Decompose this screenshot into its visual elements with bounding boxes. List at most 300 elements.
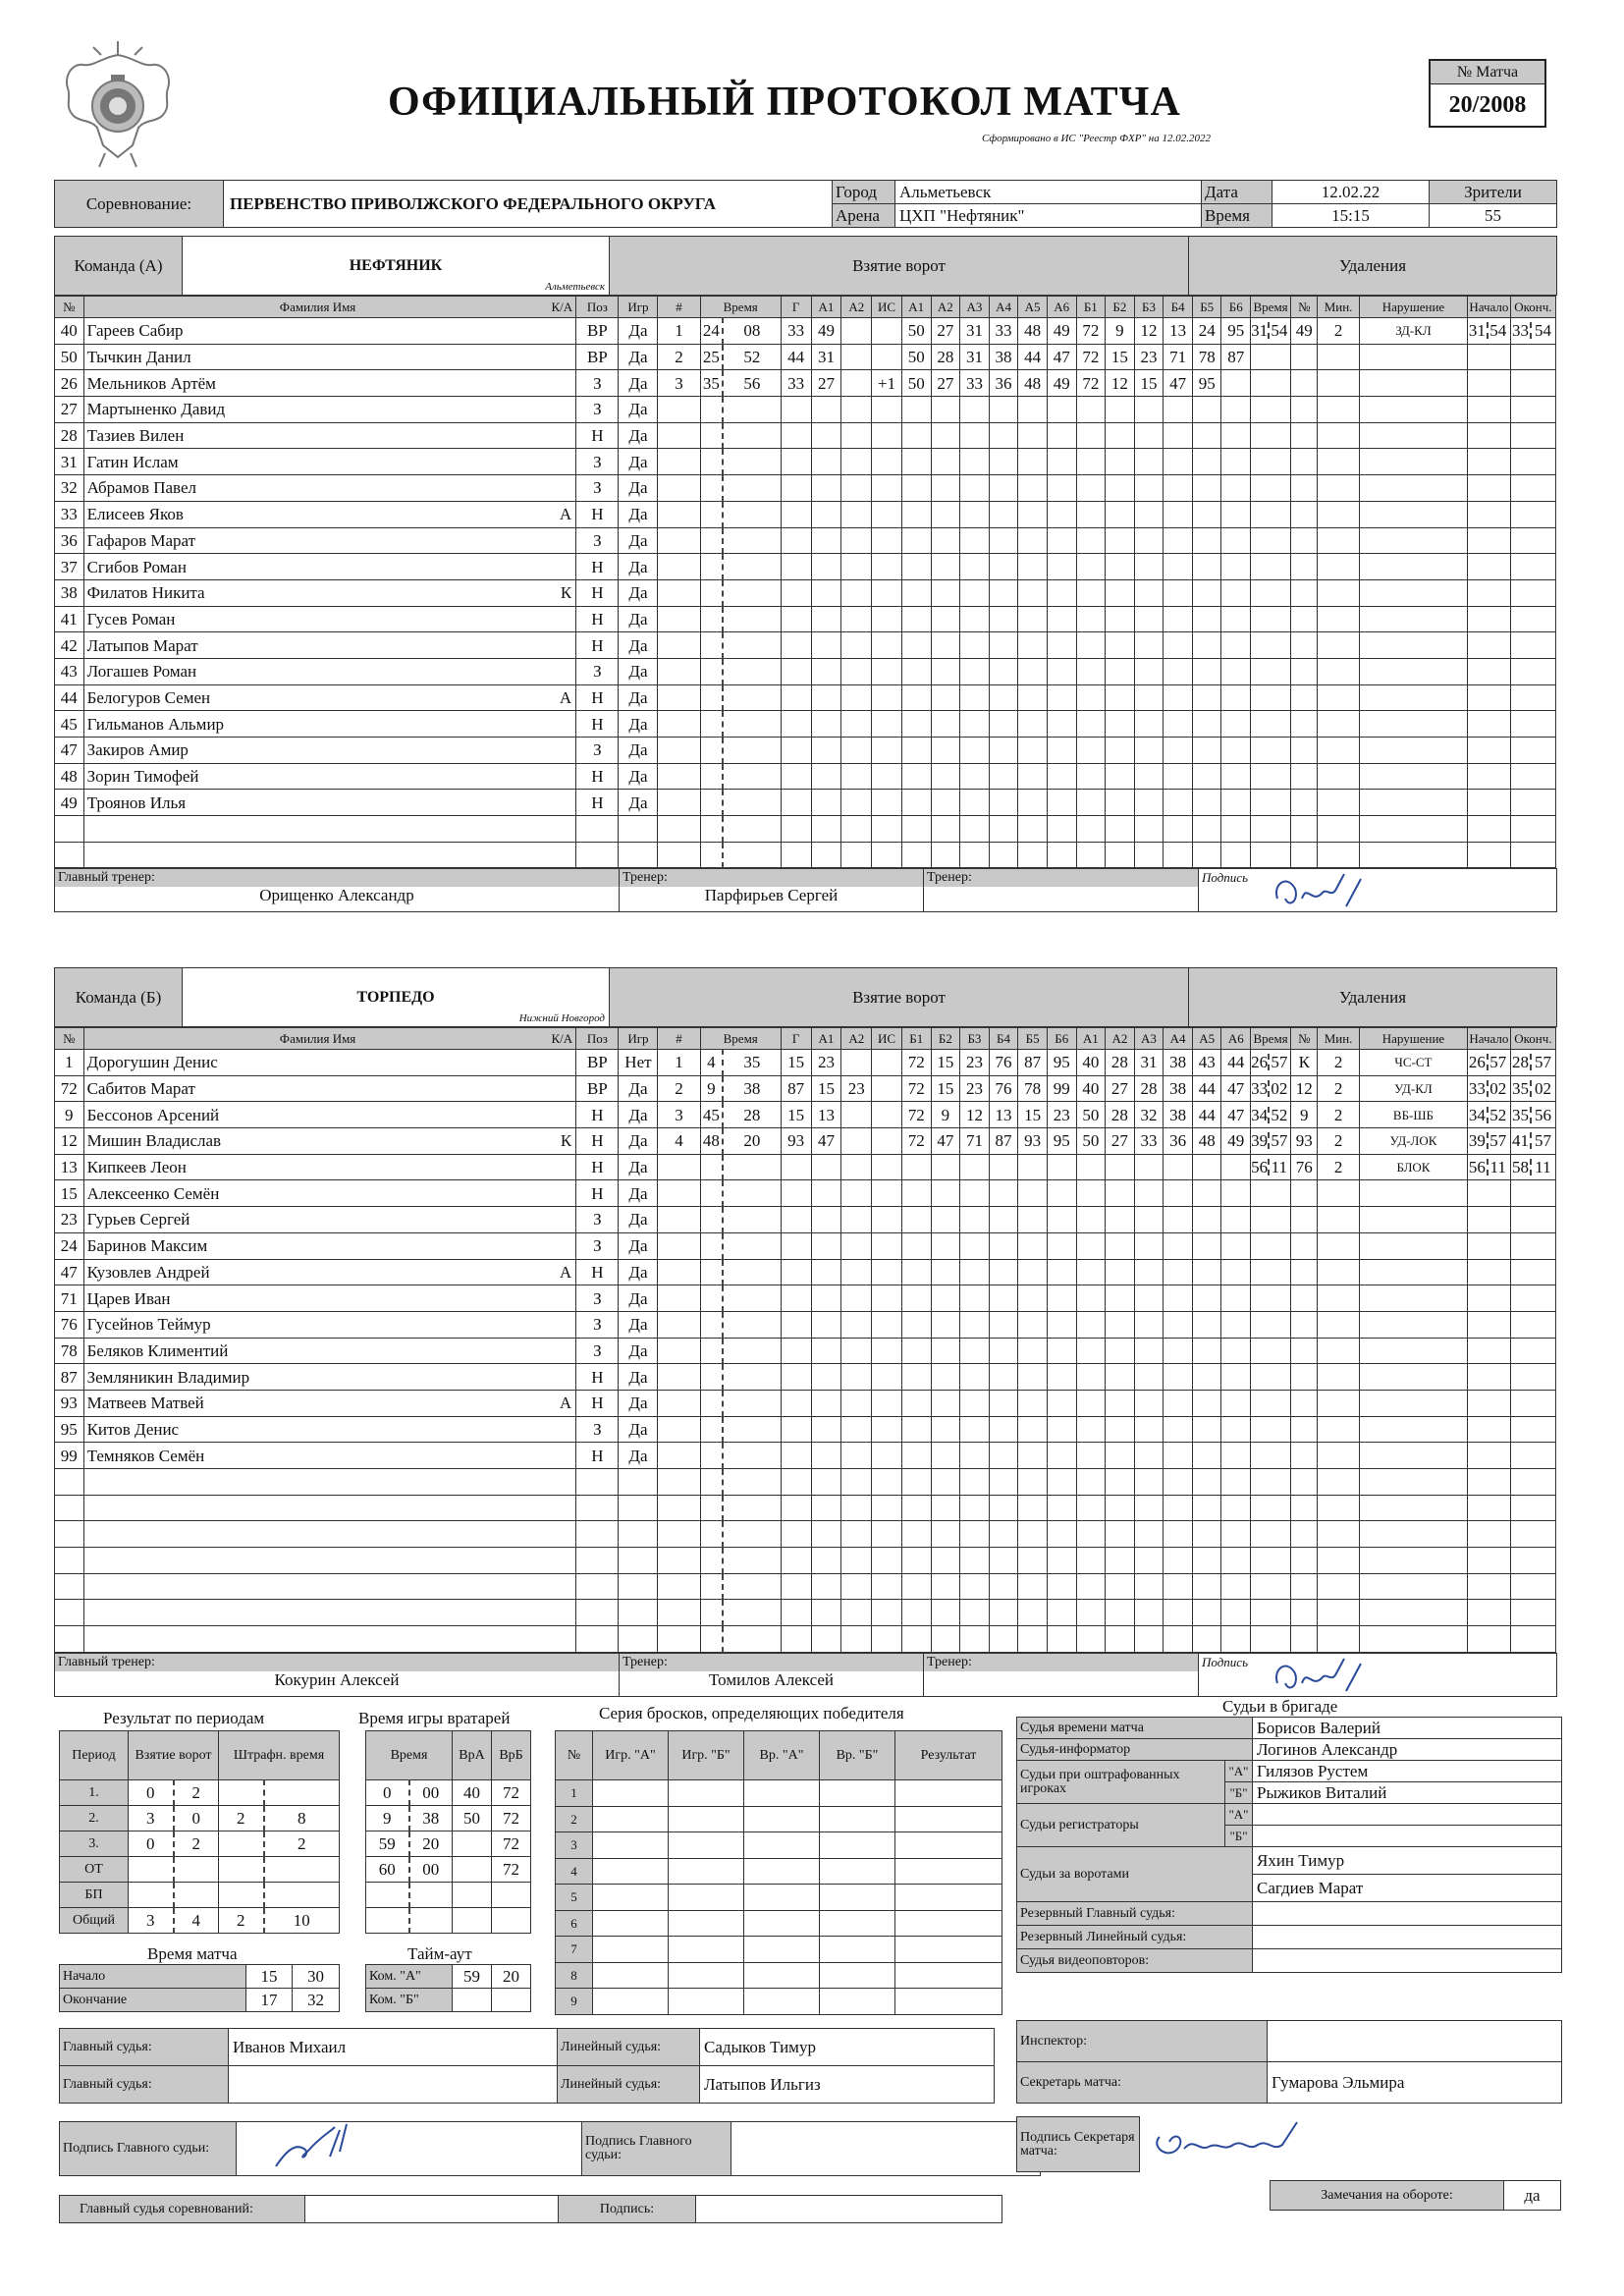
empty-cell	[781, 527, 811, 554]
empty-cell	[1106, 1180, 1135, 1207]
empty-cell	[1047, 501, 1076, 527]
goal-opp-on-ice: 28	[1134, 1075, 1164, 1102]
shootout-no: 3	[556, 1832, 593, 1859]
pen-time-cell	[1251, 318, 1291, 345]
empty-cell	[960, 1285, 990, 1312]
empty-cell	[872, 1285, 902, 1312]
empty-cell	[781, 711, 811, 738]
pen-start-min: 34	[1468, 1107, 1488, 1123]
goal-situation	[872, 1102, 902, 1128]
empty-cell	[1318, 1285, 1359, 1312]
player-number: 24	[55, 1232, 84, 1259]
competition-sign-label: Подпись:	[559, 2196, 696, 2223]
empty-cell	[1510, 370, 1556, 397]
team_a-header-table	[54, 236, 1557, 296]
empty-cell	[811, 1469, 841, 1496]
empty-cell	[1018, 579, 1048, 606]
empty-cell	[700, 579, 723, 606]
empty-cell	[1468, 449, 1510, 475]
empty-cell	[1106, 422, 1135, 449]
roster-row	[55, 1626, 1556, 1653]
pen-start-min: 31	[1468, 322, 1488, 339]
col-goal-a2: А2	[841, 297, 872, 318]
reg-a-tag: "А"	[1225, 1804, 1253, 1826]
empty-cell	[872, 1495, 902, 1521]
empty-cell	[931, 1311, 960, 1338]
empty-cell	[1291, 1390, 1318, 1416]
goal-own-on-ice: 50	[901, 370, 931, 397]
empty-cell	[658, 711, 700, 738]
goalie-b	[492, 1908, 531, 1934]
pen-time-cell	[1251, 1102, 1291, 1128]
roster-row	[55, 501, 1556, 527]
player-name: Тазиев Вилен	[86, 426, 185, 446]
goal-opp-on-ice: 40	[1076, 1075, 1106, 1102]
empty-cell	[1359, 1180, 1468, 1207]
col-opp-on: Б2	[1106, 297, 1135, 318]
empty-cell	[576, 816, 619, 843]
empty-cell	[1192, 1338, 1221, 1364]
empty-cell	[1221, 1469, 1251, 1496]
empty-cell	[1291, 711, 1318, 738]
match-end-hour: 17	[246, 1989, 293, 2012]
player-name-cell	[83, 554, 576, 580]
empty-cell	[723, 1259, 781, 1285]
empty-cell	[1164, 579, 1193, 606]
empty-cell	[1164, 1390, 1193, 1416]
player-position: З	[576, 738, 619, 764]
empty-cell	[1047, 1548, 1076, 1574]
empty-cell	[811, 475, 841, 502]
empty-cell	[1251, 658, 1291, 684]
empty-cell	[723, 816, 781, 843]
empty-cell	[1510, 790, 1556, 816]
empty-cell	[872, 1154, 902, 1180]
arena-label: Арена	[833, 204, 895, 228]
remarks-table	[1270, 2180, 1561, 2211]
player-role: К	[560, 583, 572, 603]
empty-cell	[1047, 632, 1076, 659]
penalty-box-a: Гилязов Рустем	[1253, 1761, 1562, 1782]
goalie-change-sec: 00	[409, 1780, 453, 1806]
empty-cell	[931, 842, 960, 868]
player-name: Гильманов Альмир	[86, 714, 225, 734]
shootout-cell	[895, 1858, 1002, 1885]
empty-cell	[931, 527, 960, 554]
empty-cell	[811, 1573, 841, 1600]
empty-cell	[1221, 1259, 1251, 1285]
empty-cell	[901, 1521, 931, 1548]
empty-cell	[1164, 1495, 1193, 1521]
empty-cell	[931, 501, 960, 527]
empty-cell	[658, 842, 700, 868]
empty-cell	[841, 1469, 872, 1496]
pen-second: 57	[1271, 1131, 1288, 1151]
empty-cell	[872, 1548, 902, 1574]
goal-second: 28	[723, 1102, 781, 1128]
player-number: 93	[55, 1390, 84, 1416]
col-goal-g: Г	[781, 1028, 811, 1050]
empty-cell	[576, 842, 619, 868]
empty-cell	[658, 658, 700, 684]
empty-cell	[989, 1469, 1018, 1496]
player-name-cell	[83, 1416, 576, 1443]
empty-cell	[841, 475, 872, 502]
goal-own-on-ice: 38	[989, 344, 1018, 370]
roster-row	[55, 370, 1556, 397]
coach-signature	[1268, 869, 1464, 912]
player-position: Н	[576, 684, 619, 711]
roster-row	[55, 1050, 1556, 1076]
empty-cell	[1018, 816, 1048, 843]
goal-own-on-ice: 36	[989, 370, 1018, 397]
empty-cell	[960, 1626, 990, 1653]
empty-cell	[1164, 1573, 1193, 1600]
empty-cell	[960, 1232, 990, 1259]
empty-cell	[723, 711, 781, 738]
roster-row	[55, 1232, 1556, 1259]
col-own-on: А1	[901, 297, 931, 318]
pen-minute: 34	[1251, 1107, 1270, 1123]
col-own-on: Б2	[931, 1028, 960, 1050]
remarks: да	[1504, 2181, 1561, 2211]
shootout-cell	[593, 1885, 669, 1911]
empty-cell	[1192, 475, 1221, 502]
empty-cell	[841, 1338, 872, 1364]
empty-cell	[901, 1495, 931, 1521]
empty-cell	[1468, 711, 1510, 738]
empty-cell	[1510, 711, 1556, 738]
goal-assist-2	[841, 1128, 872, 1155]
player-number: 42	[55, 632, 84, 659]
empty-cell	[1291, 1311, 1318, 1338]
periods-table	[59, 1730, 340, 1934]
player-played: Да	[619, 579, 658, 606]
player-played: Да	[619, 1232, 658, 1259]
goal-situation	[872, 318, 902, 345]
empty-cell	[841, 1311, 872, 1338]
player-number: 1	[55, 1050, 84, 1076]
player-position: Н	[576, 422, 619, 449]
team_b-roster-table	[54, 1027, 1556, 1653]
empty-cell	[658, 1626, 700, 1653]
empty-cell	[1510, 816, 1556, 843]
empty-cell	[1468, 579, 1510, 606]
empty-cell	[1318, 579, 1359, 606]
player-position: З	[576, 475, 619, 502]
empty-cell	[658, 1600, 700, 1626]
goal-own-on-ice: 33	[960, 370, 990, 397]
pen-violation: ЧС-СТ	[1359, 1050, 1468, 1076]
empty-cell	[811, 1443, 841, 1469]
empty-cell	[1251, 1600, 1291, 1626]
empty-cell	[1291, 1495, 1318, 1521]
empty-cell	[1359, 1416, 1468, 1443]
empty-cell	[1018, 1600, 1048, 1626]
shootout-cell	[593, 1832, 669, 1859]
empty-cell	[1134, 606, 1164, 632]
empty-cell	[1510, 475, 1556, 502]
pen-start-cell	[1468, 1128, 1510, 1155]
empty-cell	[1192, 1600, 1221, 1626]
shootout-row	[556, 1858, 1002, 1885]
player-name: Закиров Амир	[86, 740, 189, 760]
empty-cell	[1134, 475, 1164, 502]
empty-cell	[1291, 579, 1318, 606]
period-goals-a: 0	[129, 1780, 174, 1806]
empty-cell	[55, 1521, 84, 1548]
reserve-line	[1253, 1926, 1562, 1949]
col-pen-viol: Нарушение	[1359, 1028, 1468, 1050]
empty-cell	[55, 816, 84, 843]
col-own-on: А2	[931, 297, 960, 318]
roster-row	[55, 1469, 1556, 1496]
empty-cell	[989, 711, 1018, 738]
player-position: З	[576, 1232, 619, 1259]
empty-cell	[931, 1626, 960, 1653]
goal-second: 52	[723, 344, 781, 370]
goal-own-on-ice: 95	[1047, 1128, 1076, 1155]
empty-cell	[1221, 1495, 1251, 1521]
empty-cell	[55, 1469, 84, 1496]
col-name-ka	[83, 297, 576, 318]
empty-cell	[1359, 632, 1468, 659]
goal-second: 56	[723, 370, 781, 397]
col-ka: К/А	[551, 1031, 573, 1046]
period-goals-b: 0	[174, 1806, 219, 1831]
player-name: Абрамов Павел	[86, 478, 197, 498]
empty-cell	[1251, 475, 1291, 502]
empty-cell	[841, 658, 872, 684]
team_a-pen-title: Удаления	[1189, 237, 1557, 296]
timeout-table	[365, 1964, 531, 2012]
empty-cell	[1468, 1180, 1510, 1207]
empty-cell	[811, 842, 841, 868]
empty-cell	[1510, 1521, 1556, 1548]
empty-cell	[723, 1207, 781, 1233]
goalie-a: 50	[453, 1806, 492, 1831]
inspector-label: Инспектор:	[1017, 2021, 1268, 2062]
team_b-label: Команда (Б)	[55, 968, 183, 1027]
empty-cell	[1018, 1180, 1048, 1207]
empty-cell	[700, 658, 723, 684]
player-played: Да	[619, 632, 658, 659]
empty-cell	[1291, 816, 1318, 843]
pen-end-min: 33	[1511, 322, 1533, 339]
empty-cell	[83, 816, 576, 843]
pen-start-sec: 57	[1489, 1053, 1507, 1072]
empty-cell	[1047, 1626, 1076, 1653]
pen-violation: УД-КЛ	[1359, 1075, 1468, 1102]
time-label: Время	[1202, 204, 1272, 228]
player-name: Зорин Тимофей	[86, 767, 199, 787]
player-position: Н	[576, 554, 619, 580]
player-played: Да	[619, 738, 658, 764]
empty-cell	[619, 1495, 658, 1521]
empty-cell	[841, 1626, 872, 1653]
empty-cell	[1134, 397, 1164, 423]
date: 12.02.22	[1272, 181, 1430, 204]
empty-cell	[1192, 1548, 1221, 1574]
empty-cell	[658, 1443, 700, 1469]
col-pos: Поз	[576, 1028, 619, 1050]
player-position: Н	[576, 790, 619, 816]
empty-cell	[1106, 527, 1135, 554]
empty-cell	[619, 1548, 658, 1574]
player-number: 40	[55, 318, 84, 345]
goal-own-on-ice: 50	[901, 318, 931, 345]
empty-cell	[658, 1364, 700, 1391]
empty-cell	[989, 449, 1018, 475]
page-title: ОФИЦИАЛЬНЫЙ ПРОТОКОЛ МАТЧА	[388, 80, 1181, 125]
empty-cell	[901, 1338, 931, 1364]
empty-cell	[700, 1495, 723, 1521]
empty-cell	[781, 1573, 811, 1600]
goal-opp-on-ice: 47	[1164, 370, 1193, 397]
empty-cell	[1359, 449, 1468, 475]
team_b-coaches-table	[54, 1653, 1557, 1697]
competition-ref-table	[59, 2195, 1002, 2223]
empty-cell	[1076, 554, 1106, 580]
goal-number: 1	[658, 318, 700, 345]
empty-cell	[83, 1626, 576, 1653]
reserve-main-label: Резервный Главный судья:	[1017, 1902, 1253, 1926]
empty-cell	[1018, 1207, 1048, 1233]
player-name-cell	[83, 684, 576, 711]
shootout-title: Серия бросков, определяющих победителя	[599, 1704, 904, 1722]
player-number: 9	[55, 1102, 84, 1128]
empty-cell	[1221, 1338, 1251, 1364]
empty-cell	[700, 1600, 723, 1626]
goal-own-on-ice: 15	[931, 1050, 960, 1076]
empty-cell	[1359, 1548, 1468, 1574]
goal-scorer: 44	[781, 344, 811, 370]
empty-cell	[700, 475, 723, 502]
empty-cell	[1047, 790, 1076, 816]
goalie-b: 72	[492, 1806, 531, 1831]
empty-cell	[1192, 1626, 1221, 1653]
empty-cell	[1251, 1259, 1291, 1285]
player-position: З	[576, 1338, 619, 1364]
goal-own-on-ice: 47	[931, 1128, 960, 1155]
empty-cell	[1106, 397, 1135, 423]
goalie-row	[366, 1908, 531, 1934]
empty-cell	[872, 475, 902, 502]
empty-cell	[1251, 711, 1291, 738]
empty-cell	[1221, 397, 1251, 423]
empty-cell	[1221, 1364, 1251, 1391]
shootout-cell	[593, 1962, 669, 1989]
empty-cell	[901, 1548, 931, 1574]
empty-cell	[989, 738, 1018, 764]
empty-cell	[1510, 1390, 1556, 1416]
empty-cell	[841, 1495, 872, 1521]
secretary-label: Секретарь матча:	[1017, 2062, 1268, 2104]
pen-end-cell	[1510, 1154, 1556, 1180]
empty-cell	[960, 1180, 990, 1207]
match-end-min: 32	[293, 1989, 340, 2012]
player-name-cell	[83, 1259, 576, 1285]
empty-cell	[1047, 1180, 1076, 1207]
player-position: Н	[576, 1154, 619, 1180]
empty-cell	[811, 790, 841, 816]
col-opp-on: Б5	[1192, 297, 1221, 318]
goal-opp-on-ice: 47	[1221, 1075, 1251, 1102]
empty-cell	[1106, 816, 1135, 843]
goal-opp-on-ice: 36	[1164, 1128, 1193, 1155]
player-number: 95	[55, 1416, 84, 1443]
empty-cell	[1076, 1207, 1106, 1233]
player-played: Да	[619, 370, 658, 397]
empty-cell	[1510, 554, 1556, 580]
roster-row	[55, 475, 1556, 502]
roster-row	[55, 790, 1556, 816]
empty-cell	[1221, 579, 1251, 606]
empty-cell	[1318, 790, 1359, 816]
empty-cell	[658, 1180, 700, 1207]
empty-cell	[1134, 1600, 1164, 1626]
team_b-coach3-cell	[924, 1653, 1199, 1696]
player-name-cell	[83, 370, 576, 397]
goal-scorer: 93	[781, 1128, 811, 1155]
goal-own-on-ice: 76	[989, 1075, 1018, 1102]
pen-a-tag: "А"	[1225, 1761, 1253, 1782]
empty-cell	[1076, 1416, 1106, 1443]
goal-own-on-ice: 23	[960, 1075, 990, 1102]
goal-assist-2: 23	[841, 1075, 872, 1102]
empty-cell	[723, 422, 781, 449]
empty-cell	[1251, 1285, 1291, 1312]
empty-cell	[1510, 501, 1556, 527]
empty-cell	[901, 1154, 931, 1180]
empty-cell	[811, 606, 841, 632]
empty-cell	[781, 1364, 811, 1391]
empty-cell	[1221, 1521, 1251, 1548]
goal-number: 2	[658, 344, 700, 370]
shootout-row	[556, 1885, 1002, 1911]
goal-opp-on-ice: 27	[1106, 1128, 1135, 1155]
empty-cell	[1192, 397, 1221, 423]
col-opp-on: А3	[1134, 1028, 1164, 1050]
goal-opp-on-ice: 44	[1192, 1102, 1221, 1128]
player-position: З	[576, 658, 619, 684]
period-goals-a: 3	[129, 1806, 174, 1831]
empty-cell	[931, 1495, 960, 1521]
secretary-sign-label: Подпись Секретаря матча:	[1017, 2117, 1140, 2172]
goal-number: 3	[658, 370, 700, 397]
empty-cell	[1018, 1548, 1048, 1574]
empty-cell	[1221, 1416, 1251, 1443]
empty-cell	[1251, 763, 1291, 790]
empty-cell	[781, 422, 811, 449]
empty-cell	[1164, 1469, 1193, 1496]
player-position: Н	[576, 1390, 619, 1416]
col-opp-on: Б4	[1164, 297, 1193, 318]
empty-cell	[960, 1364, 990, 1391]
empty-cell	[83, 1521, 576, 1548]
empty-cell	[1291, 790, 1318, 816]
empty-cell	[872, 527, 902, 554]
empty-cell	[1221, 684, 1251, 711]
empty-cell	[723, 1495, 781, 1521]
empty-cell	[1291, 475, 1318, 502]
player-played: Да	[619, 1311, 658, 1338]
empty-cell	[1251, 1521, 1291, 1548]
empty-cell	[723, 1180, 781, 1207]
col-own-on: А6	[1047, 297, 1076, 318]
period-row	[60, 1780, 340, 1806]
empty-cell	[931, 475, 960, 502]
